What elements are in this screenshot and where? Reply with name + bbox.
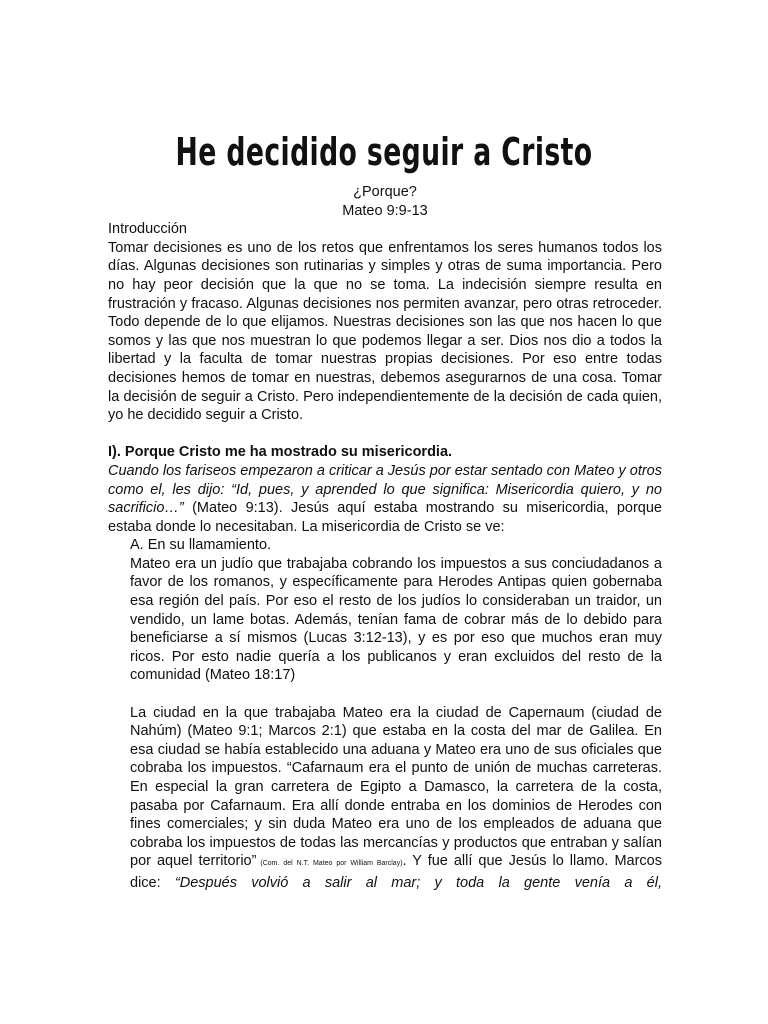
section1-after-quote: (Mateo 9:13). Jesús aquí estaba mostrando su misericordia, porque estaba donde lo necesitaban. La misericordia de Cristo se ve:: [108, 500, 662, 535]
paragraph-2-quote: “Después volvió a salir al mar; y toda la gente venía a él,: [174, 874, 662, 891]
subtitle-reference: Mateo 9:9-13: [342, 202, 428, 219]
subtitle-question: ¿Porque?: [353, 184, 417, 200]
paragraph-2-text: La ciudad en la que trabajaba Mateo era la ciudad de Capernaum (ciudad de Nahúm) (Mateo 9:1; Marcos 2:1) que estaba en la costa del mar de Galilea. En esa ciudad se había establecido una aduana y Mateo era uno de sus oficiales que cobraba los impuestos. “Cafarnaum era el punto de unión de muchas carreteras. En especial la gran carretera de Egipto a Damasco, la carretera de la costa, pasaba por Cafarnaum. Era allí donde entraba en los dominios de Herodes con fines comerciales; y sin duda Mateo era uno de los empleados de aduana que cobraba los impuestos de todas las mercancías y productos que entraban y salían por aquel territorio”: [130, 704, 662, 870]
point-a-paragraph-1: Mateo era un judío que trabajaba cobrando los impuestos a sus conciudadanos a favor de los romanos, y específicamente para Herodes Antipas quien gobernaba esa región del país. Por eso el resto de los judíos lo consideraban un traidor, un vendido, un lame botas. Además, tenían fama de cobrar más de lo debido para beneficiarse a sí mismos (Lucas 3:12-13), y es por eso que muchos eran muy ricos. Por esto nadie quería a los publicanos y eran excluidos del resto de la comunidad (Mateo 18:17): [130, 555, 662, 684]
section1-heading: I). Porque Cristo me ha mostrado su misericordia.: [108, 444, 453, 461]
point-a-heading: A. En su llamamiento.: [130, 537, 272, 554]
intro-paragraph: Tomar decisiones es uno de los retos que enfrentamos los seres humanos todos los días. Algunas decisiones son rutinarias y simples y otras de suma importancia. Pero no hay peor decisión que la que no se toma. La indecisión siempre resulta en frustración y fracaso. Algunas decisiones nos permiten avanzar, pero otras retroceder. Todo depende de lo que elijamos. Nuestras decisiones son las que nos hacen lo que somos y las que nos muestran lo que podemos llegar a ser. Dios nos dio a todos la libertad y la faculta de tomar nuestras propias decisiones. Por eso entre todas decisiones hemos de tomar en nuestras, debemos asegurarnos de una cosa. Tomar la decisión de seguir a Cristo. Pero independientemente de la decisión de cada quien, yo he decidido seguir a Cristo.: [108, 239, 662, 424]
document-body: [108, 183, 662, 893]
section1-paragraph: [108, 462, 662, 536]
page-title: He decidido seguir a Cristo: [175, 130, 593, 174]
point-a-paragraph-2: [130, 704, 662, 893]
paragraph-2-after: . Y fue allí que Jesús lo llamo. Marcos dice:: [130, 853, 662, 891]
paragraph-2-citation: (Com. del N.T. Mateo por William Barclay): [256, 860, 403, 868]
intro-heading: Introducción: [108, 221, 187, 238]
point-a-block: [108, 536, 662, 892]
section1-quote: Cuando los fariseos empezaron a criticar a Jesús por estar sentado con Mateo y otros como el, les dijo: “Id, pues, y aprended lo que significa: Misericordia quiero, y no sacrificio…”: [108, 462, 662, 517]
